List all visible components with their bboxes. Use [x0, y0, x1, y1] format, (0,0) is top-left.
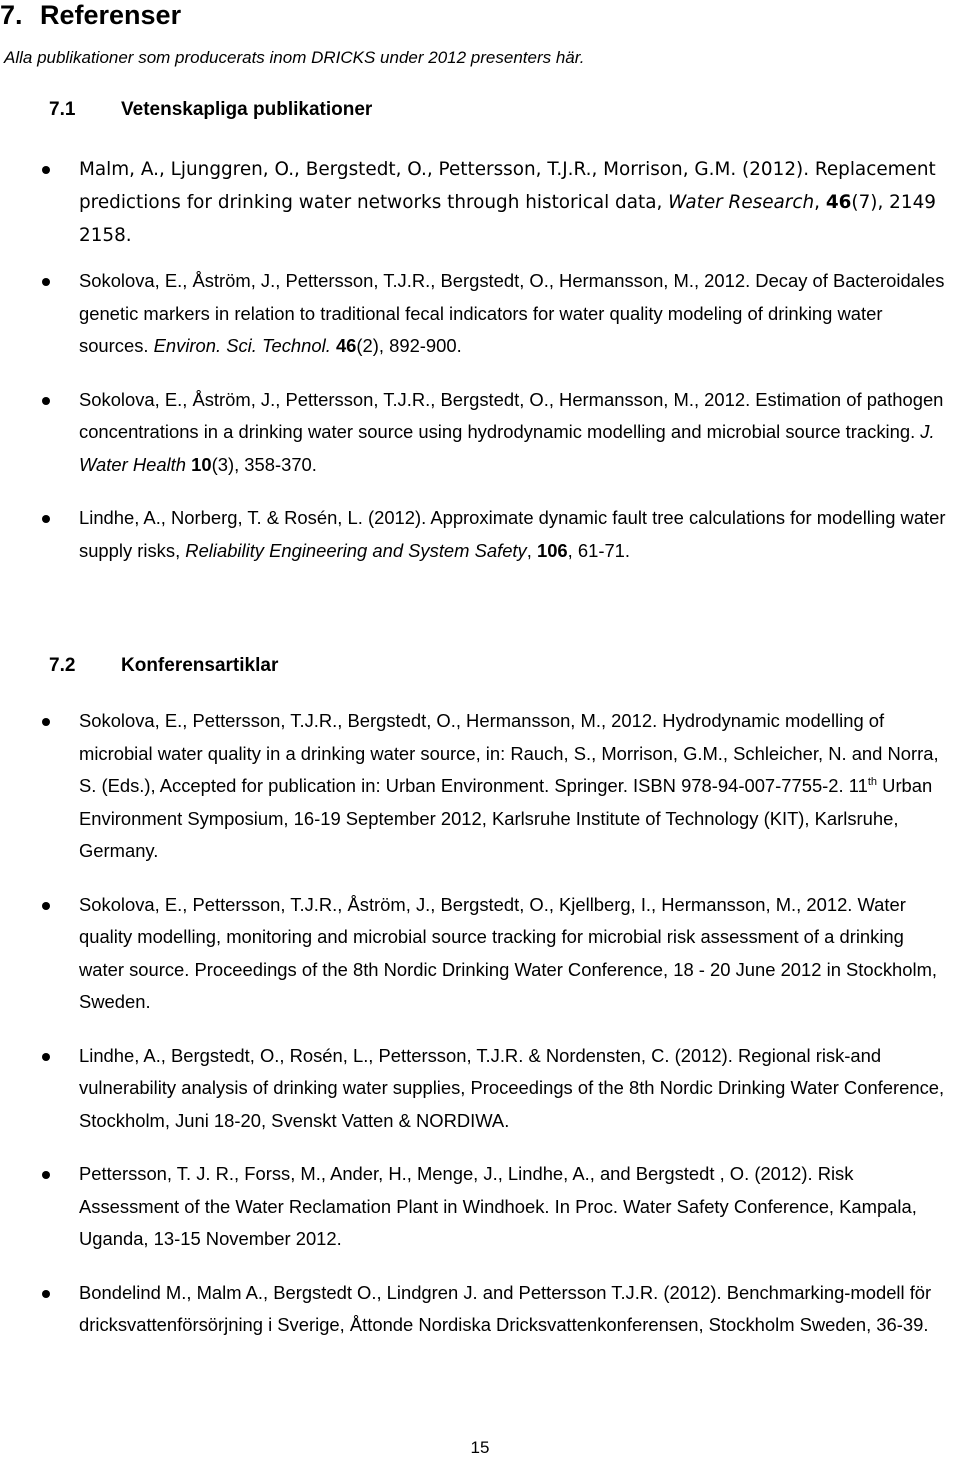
volume: 106	[536, 539, 568, 561]
section-heading-7-2	[49, 655, 278, 677]
journal-name: Water Research	[668, 192, 815, 213]
reference-list-scientific	[0, 153, 960, 567]
bullet-icon	[42, 166, 50, 174]
reference-item: Malm, A., Ljunggren, O., Bergstedt, O., Pettersson, T.J.R., Morrison, G.M. (2012). Replacement predictions for drinking water networks through historical data, Water Research, 46(7), 2149 2158.	[0, 153, 960, 252]
section-title: Vetenskapliga publikationer	[121, 99, 373, 120]
section-number: 7.2	[49, 655, 76, 676]
section-number: 7.1	[49, 99, 76, 120]
bullet-icon	[42, 718, 50, 726]
bullet-icon	[42, 278, 50, 286]
bullet-icon	[42, 515, 50, 523]
reference-item: Sokolova, E., Åström, J., Pettersson, T.J.R., Bergstedt, O., Hermansson, M., 2012. Estimation of pathogen concentrations in a drinking water source using hydrodynamic modelling and microbial source tracking. J. Water Health 10(3), 358-370.	[0, 384, 960, 482]
chapter-number: 7.	[0, 0, 23, 30]
intro-text: Alla publikationer som producerats inom DRICKS under 2012 presenters här.	[4, 48, 585, 67]
reference-item: Sokolova, E., Pettersson, T.J.R., Bergstedt, O., Hermansson, M., 2012. Hydrodynamic modelling of microbial water quality in a drinking water source, in: Rauch, S., Morrison, G.M., Schleicher, N. and Norra, S. (Eds.), Accepted for publication in: Urban Environment. Springer. ISBN 978-94-007-7755-2. 11th Urban Environment Symposium, 16-19 September 2012, Karlsruhe Institute of Technology (KIT), Karlsruhe, Germany.	[0, 705, 960, 868]
page-number: 15	[470, 1438, 490, 1457]
bullet-icon	[42, 397, 50, 405]
volume: 46	[825, 192, 852, 213]
chapter-title: Referenser	[40, 0, 182, 30]
reference-item: Bondelind M., Malm A., Bergstedt O., Lindgren J. and Pettersson T.J.R. (2012). Benchmarking-modell för dricksvattenförsörjning i Sverige, Åttonde Nordiska Dricksvattenkonferensen, Stockholm Sweden, 36-39.	[0, 1277, 960, 1342]
bullet-icon	[42, 1290, 50, 1298]
chapter-heading	[0, 0, 181, 31]
reference-list-conference	[0, 705, 960, 1342]
reference-item: Lindhe, A., Bergstedt, O., Rosén, L., Pettersson, T.J.R. & Nordensten, C. (2012). Regional risk-and vulnerability analysis of drinking water supplies, Proceedings of the 8th Nordic Drinking Water Conference, Stockholm, Juni 18-20, Svenskt Vatten & NORDIWA.	[0, 1040, 960, 1138]
superscript: th	[867, 775, 878, 788]
reference-item: Sokolova, E., Pettersson, T.J.R., Åström, J., Bergstedt, O., Kjellberg, I., Hermansson, M., 2012. Water quality modelling, monitoring and microbial source tracking for microbial risk assessment of a drinking water source. Proceedings of the 8th Nordic Drinking Water Conference, 18 - 20 June 2012 in Stockholm, Sweden.	[0, 889, 960, 1019]
volume: 46	[335, 335, 357, 356]
journal-name: Environ. Sci. Technol.	[153, 335, 331, 356]
section-title: Konferensartiklar	[121, 655, 279, 676]
reference-item: Pettersson, T. J. R., Forss, M., Ander, H., Menge, J., Lindhe, A., and Bergstedt , O. (2012). Risk Assessment of the Water Reclamation Plant in Windhoek. In Proc. Water Safety Conference, Kampala, Uganda, 13-15 November 2012.	[0, 1158, 960, 1256]
bullet-icon	[42, 902, 50, 910]
bullet-icon	[42, 1053, 50, 1061]
section-heading-7-1	[49, 99, 372, 121]
bullet-icon	[42, 1171, 50, 1179]
journal-name: Reliability Engineering and System Safety	[185, 539, 527, 561]
journal-name: J. Water Health	[79, 421, 935, 475]
reference-item: Lindhe, A., Norberg, T. & Rosén, L. (2012). Approximate dynamic fault tree calculations for modelling water supply risks, Reliability Engineering and System Safety, 106, 61-71.	[0, 502, 960, 567]
volume: 10	[191, 453, 212, 475]
reference-item: Sokolova, E., Åström, J., Pettersson, T.J.R., Bergstedt, O., Hermansson, M., 2012. Decay of Bacteroidales genetic markers in relation to traditional fecal indicators for water quality modeling of drinking water sources. Environ. Sci. Technol. 46(2), 892-900.	[0, 265, 960, 363]
